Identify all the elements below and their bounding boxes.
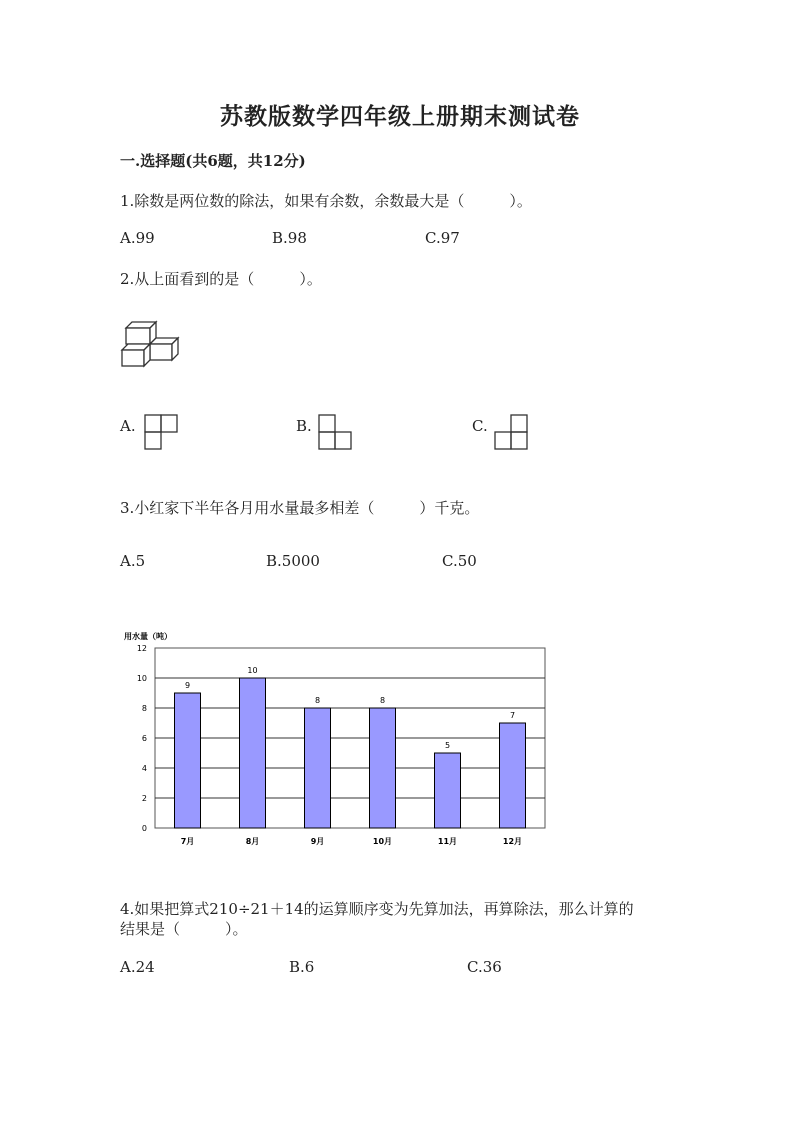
question-1: 1.除数是两位数的除法，如果有余数，余数最大是（ ）。 [120,192,532,210]
bar-value-label: 8 [314,696,321,705]
q2-option-c[interactable]: C. [472,417,488,435]
y-tick-label: 12 [136,644,147,653]
page-title: 苏教版数学四年级上册期末测试卷 [220,103,580,130]
y-tick-label: 0 [141,824,147,833]
bar-8月 [240,678,266,828]
x-tick-label: 7月 [180,837,195,846]
bar-7月 [175,693,201,828]
bar-12月 [500,723,526,828]
bar-11月 [435,753,461,828]
bar-value-label: 9 [184,681,191,690]
x-tick-label: 9月 [310,837,325,846]
q2-option-b[interactable]: B. [296,417,312,435]
question-4-line-1: 4.如果把算式210÷21＋14的运算顺序变为先算加法，再算除法，那么计算的 [120,900,634,918]
q4-option-c[interactable]: C.36 [467,958,502,976]
bar-value-label: 7 [509,711,516,720]
q2-option-a[interactable]: A. [120,417,136,435]
q3-option-a[interactable]: A.5 [120,552,146,570]
q3-option-b[interactable]: B.5000 [266,552,320,570]
q1-option-a[interactable]: A.99 [120,229,155,247]
y-tick-label: 4 [141,764,147,773]
cube-stack-figure [120,320,182,370]
q4-option-b[interactable]: B.6 [289,958,315,976]
y-tick-label: 10 [136,674,147,683]
bar-value-label: 10 [247,666,258,675]
x-tick-label: 10月 [372,837,393,846]
q1-option-b[interactable]: B.98 [272,229,307,247]
x-tick-label: 11月 [437,837,458,846]
bar-value-label: 8 [379,696,386,705]
water-usage-bar-chart [120,630,550,855]
question-3: 3.小红家下半年各月用水量最多相差（ ）千克。 [120,499,480,517]
question-4-line-2: 结果是（ ）。 [120,920,248,938]
chart-y-axis-label: 用水量（吨） [124,632,172,641]
q2-figure-c [494,414,528,450]
x-tick-label: 8月 [245,837,260,846]
q2-figure-b [318,414,352,450]
y-tick-label: 8 [141,704,147,713]
bar-9月 [305,708,331,828]
bar-10月 [370,708,396,828]
y-tick-label: 2 [141,794,147,803]
q4-option-a[interactable]: A.24 [120,958,155,976]
q2-figure-a [144,414,178,450]
x-tick-label: 12月 [502,837,523,846]
q3-option-c[interactable]: C.50 [442,552,477,570]
bar-value-label: 5 [444,741,451,750]
question-2: 2.从上面看到的是（ ）。 [120,270,322,288]
q1-option-c[interactable]: C.97 [425,229,460,247]
y-tick-label: 6 [141,734,147,743]
section-heading: 一.选择题(共6题，共12分) [120,152,306,170]
